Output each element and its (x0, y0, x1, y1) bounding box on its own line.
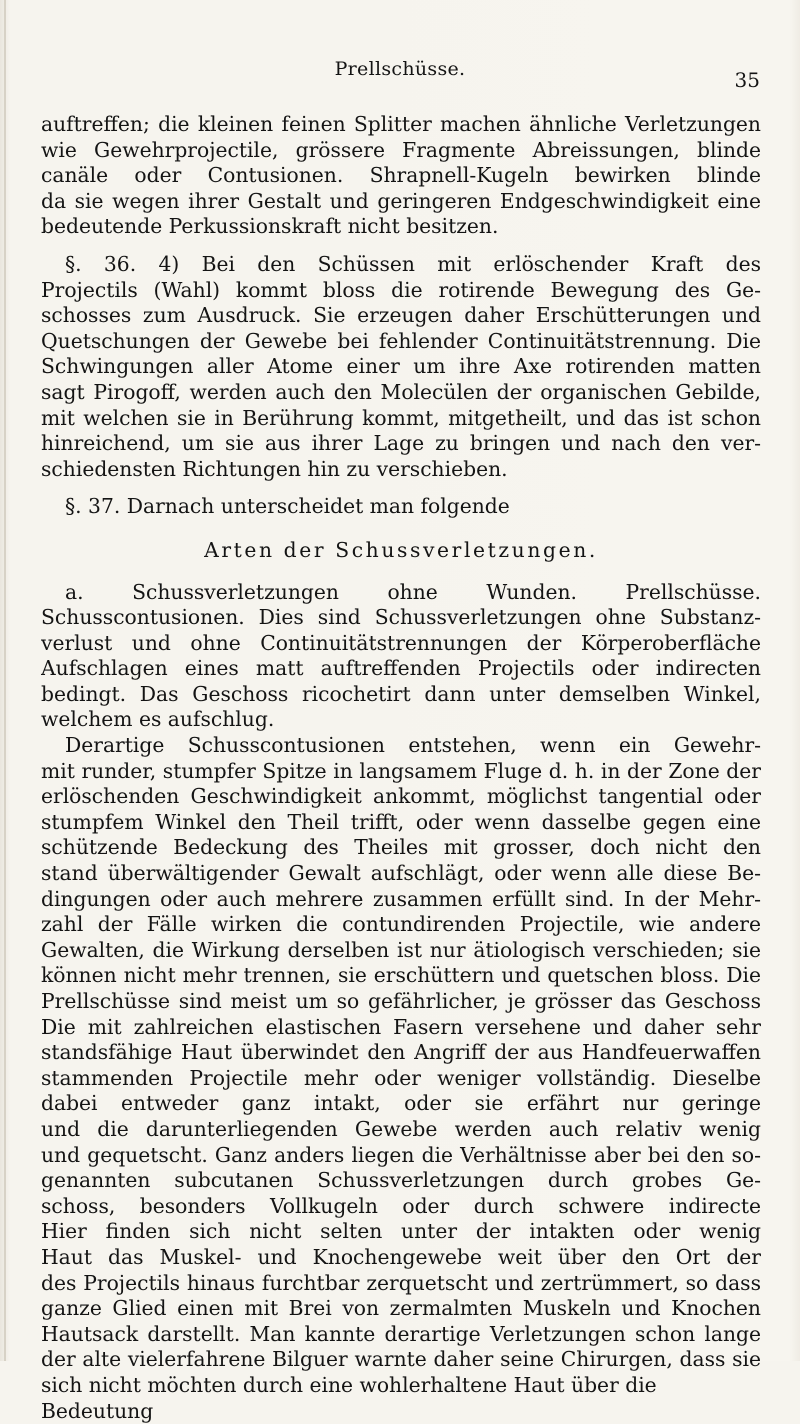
text-line: da sie wegen ihrer Gestalt und geringeren Endgeschwindigkeit eine (41, 188, 761, 213)
text-line: des Projectils hinaus furchtbar zerquetscht und zertrümmert, so dass (41, 1270, 761, 1295)
running-title: Prellschüsse. (334, 58, 466, 80)
text-line: Quetschungen der Gewebe bei fehlender Continuitätstrennung. Die (41, 328, 761, 353)
section-heading: Arten der Schussverletzungen. (204, 537, 598, 562)
text-line: §. 36. 4) Bei den Schüssen mit erlöschender Kraft des (65, 251, 761, 276)
text-line: Aufschlagen eines matt auftreffenden Projectils oder indirecten (41, 656, 761, 681)
text-line: schoss, besonders Vollkugeln oder durch schwere indirecte (41, 1193, 761, 1218)
text-line: auftreffen; die kleinen feinen Splitter machen ähnliche Verletzungen (41, 112, 761, 136)
text-line: dabei entweder ganz intakt, oder sie erfährt nur geringe (41, 1091, 761, 1116)
text-line: und gequetscht. Ganz anders liegen die Verhältnisse aber bei den so- (41, 1142, 761, 1167)
text-line: dingungen oder auch mehrere zusammen erfüllt sind. In der Mehr- (41, 886, 761, 911)
text-line: und die darunterliegenden Gewebe werden auch relativ wenig (41, 1116, 761, 1141)
paragraph-1 (41, 112, 761, 240)
text-line: hinreichend, um sie aus ihrer Lage zu bringen und nach den ver- (41, 431, 761, 456)
text-line: Haut das Muskel- und Knochengewebe weit über den Ort der (41, 1244, 761, 1269)
text-line: sich nicht möchten durch eine wohlerhaltene Haut über die Bedeutung (41, 1372, 657, 1423)
text-line: genannten subcutanen Schussverletzungen durch grobes Ge- (41, 1168, 761, 1193)
paragraph-section-37 (41, 494, 761, 520)
text-line: bedingt. Das Geschoss ricochetirt dann unter demselben Winkel, (41, 681, 761, 706)
paragraph-a (41, 580, 761, 734)
text-line: können nicht mehr trennen, sie erschüttern und quetschen bloss. Die (41, 963, 761, 988)
text-line: der alte vielerfahrene Bilguer warnte daher seine Chirurgen, dass sie (41, 1347, 761, 1372)
text-line: mit welchen sie in Berührung kommt, mitgetheilt, und das ist schon (41, 405, 761, 430)
paragraph-section-36 (41, 252, 761, 482)
text-line: erlöschenden Geschwindigkeit ankommt, möglichst tangential oder (41, 784, 761, 809)
text-line: zahl der Fälle wirken die contundirenden Projectile, wie andere (41, 912, 761, 937)
body-text (41, 112, 761, 1423)
binding-gutter (4, 0, 6, 1361)
text-line: Hier finden sich nicht selten unter der intakten oder wenig (41, 1219, 761, 1244)
text-line: schiedensten Richtungen hin zu verschieben. (41, 456, 508, 481)
text-line: stand überwältigender Gewalt aufschlägt, oder wenn alle diese Be- (41, 861, 761, 886)
text-line: verlust und ohne Continuitätstrennungen der Körperoberfläche (41, 630, 761, 655)
text-line: Hautsack darstellt. Man kannte derartige Verletzungen schon lange (41, 1321, 761, 1346)
text-line: ganze Glied einen mit Brei von zermalmten Muskeln und Knochen (41, 1296, 761, 1321)
text-line: Gewalten, die Wirkung derselben ist nur ätiologisch verschieden; sie (41, 937, 761, 962)
text-line: sagt Pirogoff, werden auch den Molecülen der organischen Gebilde, (41, 379, 761, 404)
page-number: 35 (734, 68, 760, 92)
section-37-line: §. 37. Darnach unterscheidet man folgende (65, 494, 510, 519)
paragraph-derartige (41, 733, 761, 1423)
text-line: stumpfem Winkel den Theil trifft, oder wenn dasselbe gegen eine (41, 809, 761, 834)
text-line: Prellschüsse sind meist um so gefährlicher, je grösser das Geschoss (41, 989, 761, 1013)
text-line: Schusscontusionen. Dies sind Schussverletzungen ohne Substanz- (41, 605, 761, 630)
running-head (0, 58, 800, 92)
text-line: welchem es aufschlug. (41, 707, 275, 732)
text-line: Die mit zahlreichen elastischen Fasern versehene und daher sehr (41, 1014, 761, 1039)
text-line: schützende Bedeckung des Theiles mit grosser, doch nicht den (41, 835, 761, 860)
text-line: schosses zum Ausdruck. Sie erzeugen daher Erschütterungen und (41, 303, 761, 328)
text-line: stammenden Projectile mehr oder weniger vollständig. Dieselbe (41, 1065, 761, 1090)
text-line: bedeutende Perkussionskraft nicht besitzen. (41, 214, 499, 239)
text-line: Derartige Schusscontusionen entstehen, wenn ein Gewehr- (65, 733, 761, 758)
text-line: Projectils (Wahl) kommt bloss die rotirende Bewegung des Ge- (41, 277, 761, 302)
text-line: wie Gewehrprojectile, grössere Fragmente Abreissungen, blinde (41, 137, 761, 162)
text-line: Schwingungen aller Atome einer um ihre Axe rotirenden matten (41, 354, 761, 379)
text-line: mit runder, stumpfer Spitze in langsamem Fluge d. h. in der Zone der (41, 758, 761, 783)
text-line: canäle oder Contusionen. Shrapnell-Kugeln bewirken blinde (41, 163, 761, 188)
text-line: a. Schussverletzungen ohne Wunden. Prellschüsse. (65, 579, 761, 604)
text-line: standsfähige Haut überwindet den Angriff der aus Handfeuerwaffen (41, 1040, 761, 1065)
